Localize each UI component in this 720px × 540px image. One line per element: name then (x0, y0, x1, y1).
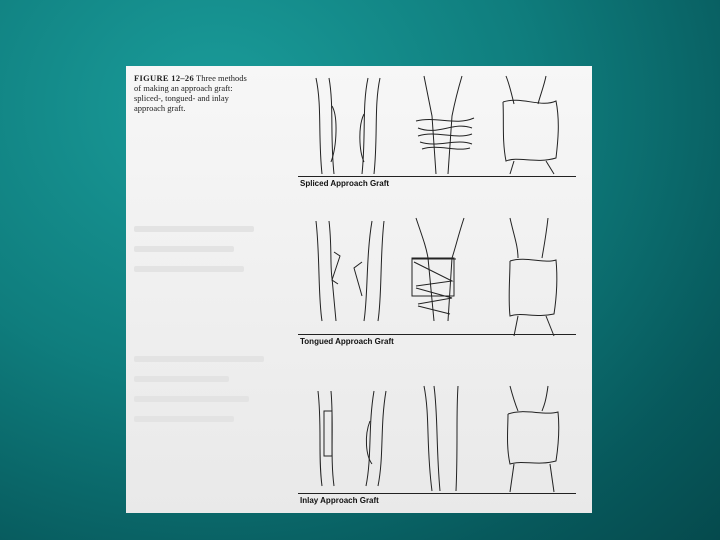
inlay-step-3 (508, 386, 559, 492)
tongued-step-1 (316, 221, 384, 321)
panel-label-inlay: Inlay Approach Graft (300, 496, 379, 505)
tongued-step-2 (412, 218, 464, 321)
inlay-step-2 (424, 386, 458, 491)
panel-divider-3 (298, 493, 576, 494)
panel-label-tongued: Tongued Approach Graft (300, 337, 394, 346)
panel-divider-1 (298, 176, 576, 177)
inlay-step-1 (318, 391, 386, 486)
figure-caption-text: Three methods of making an approach graft: spliced-, tongued- and inlay approach graft. (134, 73, 247, 113)
tongued-step-3 (509, 218, 557, 336)
figure-scan (126, 66, 592, 513)
panel-divider-2 (298, 334, 576, 335)
spliced-step-3 (503, 76, 558, 174)
figure-number: FIGURE 12–26 (134, 73, 195, 83)
spliced-step-2 (416, 76, 474, 174)
panel-label-spliced: Spliced Approach Graft (300, 179, 390, 188)
spliced-step-1 (316, 78, 380, 174)
graft-illustrations (126, 66, 592, 513)
